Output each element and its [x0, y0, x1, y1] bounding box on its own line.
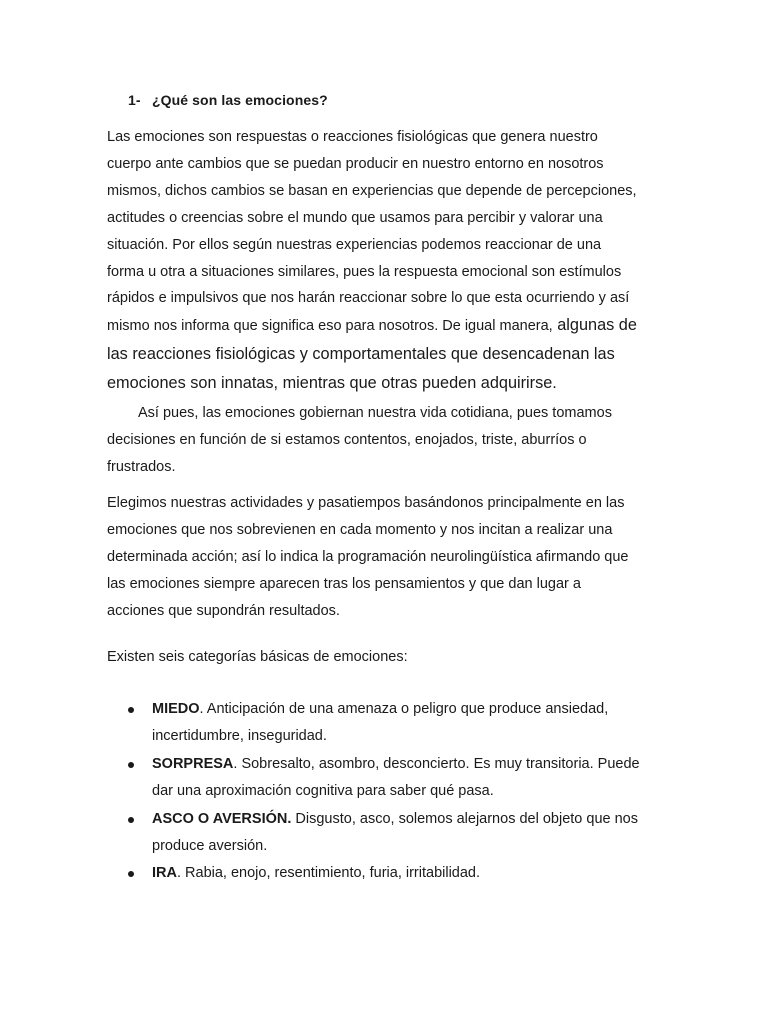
paragraph-line-small-part: mismo nos informa que significa eso para nosotros. De igual manera,	[107, 318, 553, 335]
emotion-term: MIEDO	[152, 701, 200, 717]
emotion-description: . Rabia, enojo, resentimiento, furia, irritabilidad.	[176, 865, 481, 882]
list-item	[124, 806, 684, 860]
paragraph-line: las emociones siempre aparecen tras los pensamientos y que dan lugar a	[107, 575, 581, 592]
paragraph-line-large-part: algunas de	[552, 316, 637, 335]
bullet-icon	[128, 871, 134, 877]
paragraph-definition	[107, 124, 667, 398]
paragraph-categories-intro	[107, 644, 667, 671]
section-title: ¿Qué son las emociones?	[152, 92, 328, 108]
list-item-line	[152, 860, 684, 887]
emotion-description: . Sobresalto, asombro, desconcierto. Es muy transitoria. Puede	[233, 755, 640, 772]
bullet-icon	[128, 762, 134, 768]
paragraph-line: cuerpo ante cambios que se puedan producir en nuestro entorno en nosotros	[107, 155, 604, 172]
paragraph-activities	[107, 490, 667, 625]
list-item	[124, 860, 684, 887]
list-item	[124, 696, 684, 750]
bullet-icon	[128, 707, 134, 713]
paragraph-line: rápidos e impulsivos que nos harán reaccionar sobre lo que esta ocurriendo y así	[107, 290, 630, 307]
emotion-term: IRA	[152, 865, 177, 882]
paragraph-line-mixed	[107, 312, 667, 340]
emotion-description-continued: incertidumbre, inseguridad.	[152, 727, 327, 744]
list-item-line	[152, 806, 684, 833]
emotion-term: ASCO O AVERSIÓN.	[152, 810, 292, 827]
paragraph-line: Existen seis categorías básicas de emociones:	[107, 649, 408, 665]
list-item	[124, 751, 684, 805]
paragraph-line-large: las reacciones fisiológicas y comportamentales que desencadenan las	[107, 345, 615, 364]
section-heading	[128, 92, 328, 108]
emotion-description-continued: dar una aproximación cognitiva para saber qué pasa.	[152, 782, 494, 799]
paragraph-line: acciones que supondrán resultados.	[107, 602, 340, 619]
paragraph-line: determinada acción; así lo indica la programación neurolingüística afirmando que	[107, 548, 629, 565]
bullet-icon	[128, 817, 134, 823]
paragraph-line: actitudes o creencias sobre el mundo que usamos para percibir y valorar una	[107, 209, 603, 226]
emotion-term: SORPRESA	[152, 755, 234, 772]
paragraph-line: Así pues, las emociones gobiernan nuestra vida cotidiana, pues tomamos	[138, 405, 612, 421]
paragraph-line: decisiones en función de si estamos contentos, enojados, triste, aburríos o	[107, 431, 587, 448]
emotion-description: Disgusto, asco, solemos alejarnos del objeto que nos	[291, 810, 638, 827]
paragraph-line: Elegimos nuestras actividades y pasatiempos basándonos principalmente en las	[107, 495, 625, 511]
paragraph-line: forma u otra a situaciones similares, pues la respuesta emocional son estímulos	[107, 263, 622, 280]
section-number: 1-	[128, 92, 141, 108]
emotion-list	[124, 696, 684, 888]
paragraph-line: situación. Por ellos según nuestras experiencias podemos reaccionar de una	[107, 236, 602, 253]
list-item-line	[152, 751, 684, 778]
paragraph-line: Las emociones son respuestas o reacciones fisiológicas que genera nuestro	[107, 129, 598, 145]
paragraph-daily-life	[107, 400, 667, 481]
paragraph-line-large: emociones son innatas, mientras que otras pueden adquirirse.	[107, 374, 557, 393]
paragraph-line: frustrados.	[107, 458, 176, 475]
emotion-description: . Anticipación de una amenaza o peligro que produce ansiedad,	[199, 701, 609, 717]
emotion-description-continued: produce aversión.	[152, 837, 268, 854]
paragraph-line: emociones que nos sobrevienen en cada momento y nos incitan a realizar una	[107, 521, 613, 538]
list-item-line	[152, 696, 684, 723]
paragraph-line: mismos, dichos cambios se basan en experiencias que depende de percepciones,	[107, 182, 637, 199]
